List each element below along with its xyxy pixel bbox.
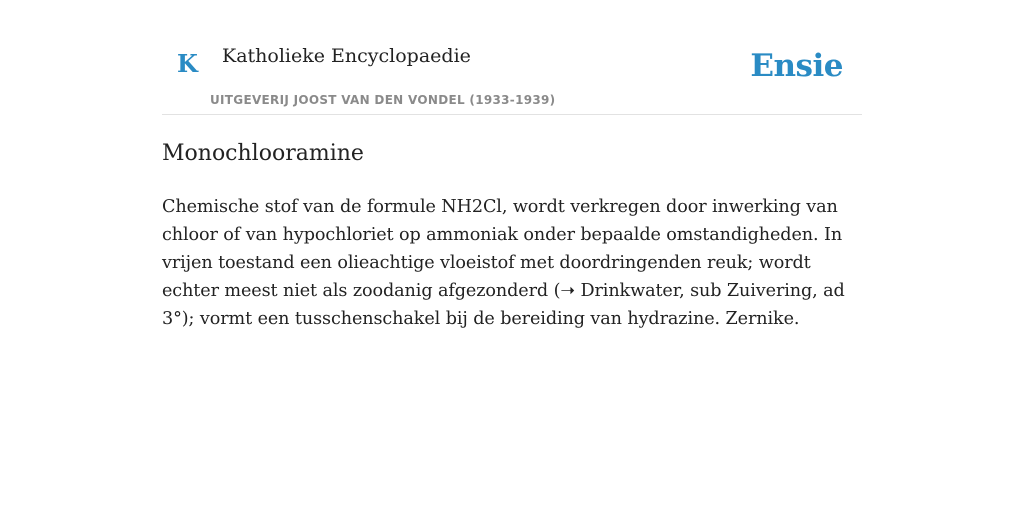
entry-body: Chemische stof van de formule NH2Cl, wordt verkregen door inwerking van chloor of van hypochloriet op ammoniak onder bepaalde omstandigheden. In vrijen toestand een olieachtige vloeistof met doordringenden reuk; wordt echter meest niet als zoodanig afgezonderd (➝ Drinkwater, sub Zuivering, ad 3°); vormt een tusschenschakel bij de bereiding van hydrazine. Zernike.: [162, 196, 845, 329]
publication-logo[interactable]: K: [177, 49, 198, 78]
publication-subtitle: UITGEVERIJ JOOST VAN DEN VONDEL (1933-1939): [210, 93, 556, 107]
publication-title[interactable]: Katholieke Encyclopaedie: [222, 45, 471, 67]
content-container: [162, 0, 862, 333]
entry-title: Monochlooramine: [162, 141, 364, 166]
publication-header: [162, 0, 862, 115]
ensie-logo-link[interactable]: Ensie: [750, 48, 843, 84]
